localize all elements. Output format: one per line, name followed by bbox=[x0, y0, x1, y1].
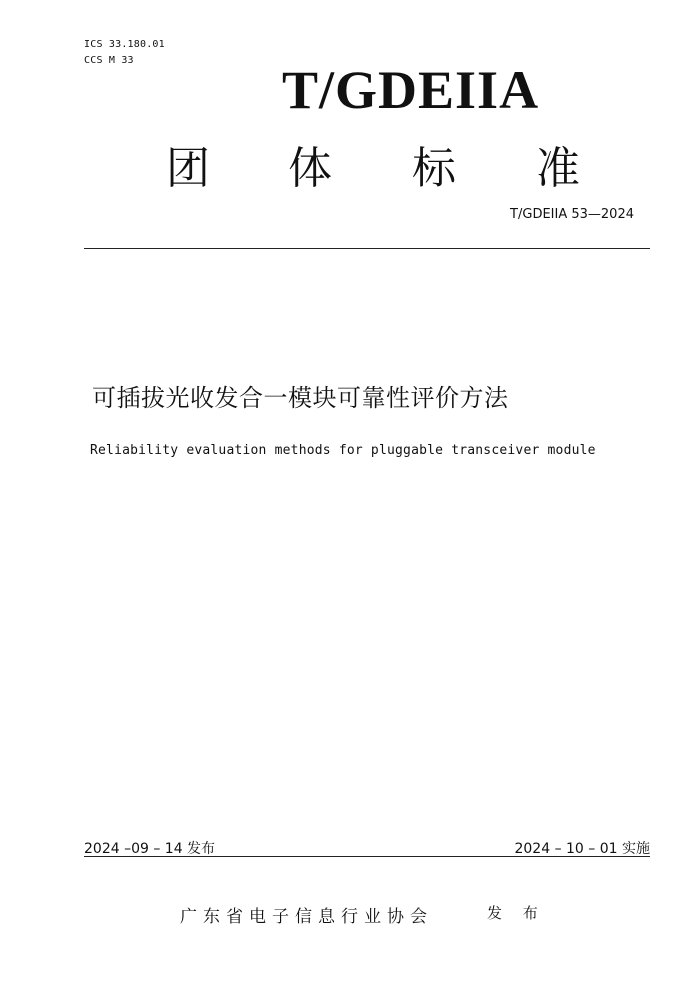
standard-number: T/GDEIIA 53—2024 bbox=[510, 207, 634, 222]
footer-divider bbox=[84, 856, 650, 857]
implementation-date: 2024 – 10 – 01 实施 bbox=[514, 841, 650, 857]
publish-label: 发 布 bbox=[487, 904, 546, 922]
title-english: Reliability evaluation methods for pluggable transceiver module bbox=[90, 443, 596, 458]
standard-type-char: 准 bbox=[536, 143, 580, 194]
classification-codes bbox=[84, 37, 165, 69]
header-divider bbox=[84, 248, 650, 249]
ccs-code: CCS M 33 bbox=[84, 55, 134, 66]
organization-code: T/GDEIIA bbox=[282, 60, 540, 120]
publisher-name: 广东省电子信息行业协会 bbox=[180, 907, 433, 927]
standard-type-char: 体 bbox=[288, 143, 332, 194]
standard-type-char: 团 bbox=[166, 143, 210, 194]
standard-type-char: 标 bbox=[412, 143, 456, 194]
publication-date: 2024 –09 – 14 发布 bbox=[84, 841, 216, 857]
title-chinese: 可插拔光收发合一模块可靠性评价方法 bbox=[92, 384, 509, 412]
ics-code: ICS 33.180.01 bbox=[84, 39, 165, 50]
standard-type-heading bbox=[120, 138, 640, 200]
